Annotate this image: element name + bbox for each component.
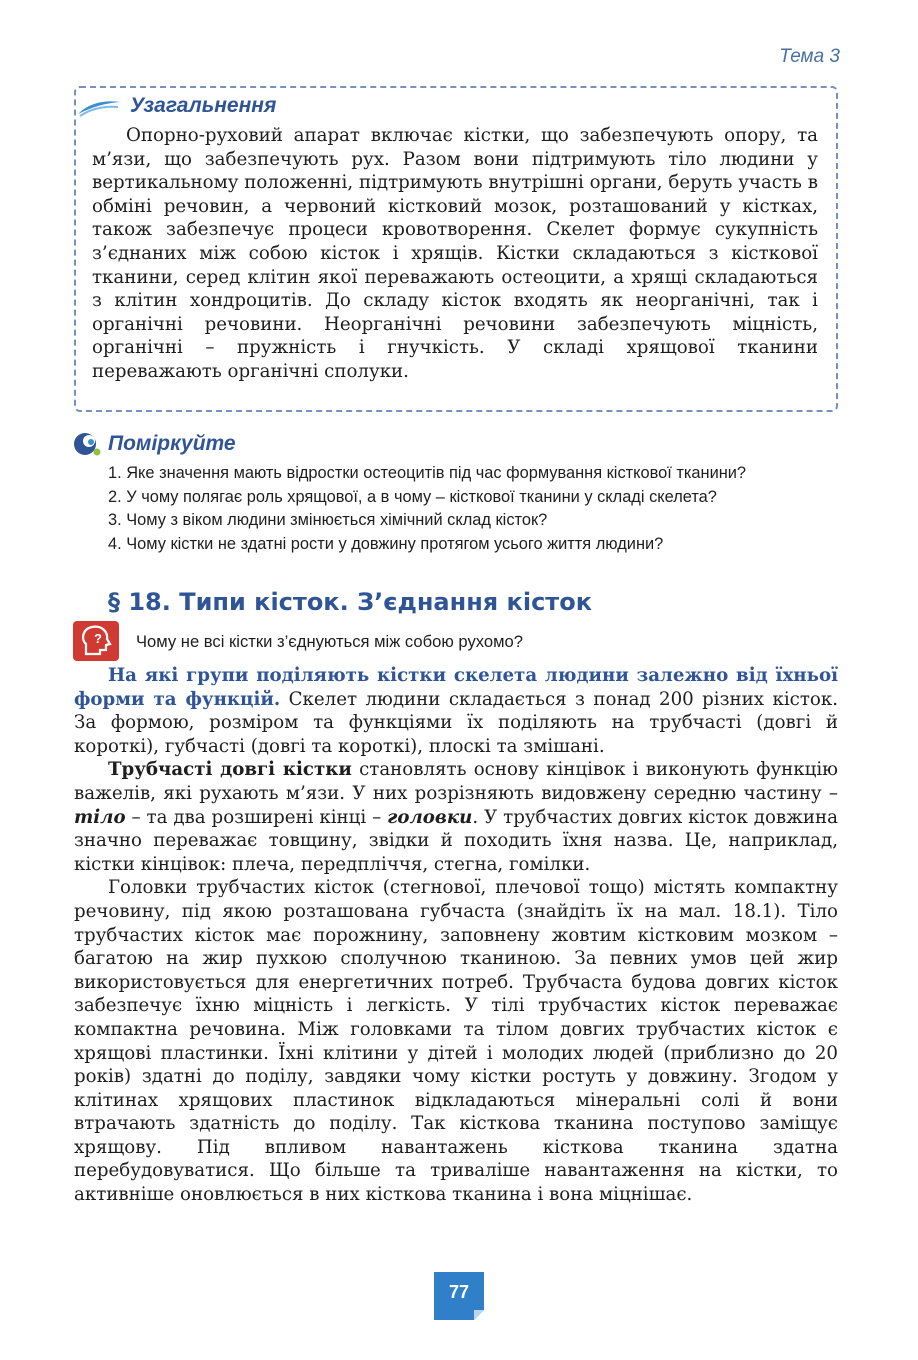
section-question: Чому не всі кістки з’єднуються між собою рухомо? (136, 632, 523, 651)
swoosh-icon (76, 96, 122, 118)
paragraph-lead: Трубчасті довгі кістки (108, 759, 352, 781)
body-text (74, 664, 838, 1207)
summary-text: Опорно-руховий апарат включає кістки, що забезпечують опору, та м’язи, що забезпечують рух. Разом вони підтримують тіло людини у вертикальному положенні, підтримують внутрішні органи, беруть участь в обміні речовин, а червоний кістковий мозок, розташований у кістках, також забезпечує процеси кровотворення. Скелет формує сукупність з’єднаних між собою кісток і хрящів. Кістки складаються з кісткової тканини, серед клітин якої переважають остеоцити, а хрящі складаються з клітин хондроцитів. До складу кісток входять як неорганічні, так і органічні речовини. Неорганічні речовини забезпечують міцність, органічні – пружність і гнучкість. У складі хрящової тканини переважають органічні сполуки. (92, 125, 818, 382)
paragraph-lead: На які групи поділяють кістки скелета людини залежно від їхньої форми та функцій. (74, 665, 838, 710)
paragraph (74, 664, 838, 758)
page-number-badge (434, 1272, 486, 1320)
question-head-icon (72, 620, 120, 662)
svg-text:?: ? (94, 631, 102, 646)
section-title: § 18. Типи кісток. З’єднання кісток (108, 588, 592, 616)
question-item: 3. Чому з віком людини змінюється хімічний склад кісток? (108, 511, 548, 530)
paragraph-text: становлять основу кінцівок і виконують функцію важелів, які рухають м’язи. У них розрізняють видовжену середню частину – (74, 759, 838, 804)
paragraph (74, 758, 838, 876)
paragraph-text: . У трубчастих довгих кісток довжина значно переважає товщину, звідки й походить їхня назва. Це, наприклад, кістки кінцівок: плеча, передпліччя, стегна, гомілки. (74, 806, 838, 875)
question-item: 2. У чому полягає роль хрящової, а в чому – кісткової тканини у складі скелета? (108, 487, 717, 506)
paragraph-text: – та два розширені кінці – (125, 806, 388, 828)
questions-list (108, 462, 848, 556)
page-number: 77 (448, 1282, 470, 1302)
think-icon (72, 430, 102, 458)
question-item: 1. Яке значення мають відростки остеоцитів під час формування кісткової тканини? (108, 464, 747, 482)
paragraph: Головки трубчастих кісток (стегнової, плечової тощо) містять компактну речовину, під якою розташована губчаста (знайдіть їх на мал. 18.1). Тіло трубчастих кісток має порожнину, заповнену жовтим кістковим мозком – багатою на жир пухкою сполучною тканиною. За певних умов цей жир використовується для енергетичних потреб. Трубчаста будова довгих кісток забезпечує їхню міцність і легкість. У тілі трубчастих кісток переважає компактна речовина. Між головками та тілом довгих трубчастих кісток є хрящові пластинки. Їхні клітини у дітей і молодих людей (приблизно до 20 років) здатні до поділу, завдяки чому кістки ростуть у довжину. Згодом у клітинах хрящових пластинок відкладаються мінеральні солі й вони втрачають здатність до поділу. Так кісткова тканина поступово заміщує хрящову. Під впливом навантажень кісткова тканина здатна перебудовуватися. Що більше та триваліше навантаження на кістки, то активніше оновлюється в них кісткова тканина і вона міцнішає. (74, 877, 838, 1206)
term: головки (387, 806, 473, 828)
think-title: Поміркуйте (108, 432, 236, 455)
summary-title: Узагальнення (126, 94, 280, 118)
topic-label: Тема 3 (779, 46, 840, 67)
term: тіло (74, 806, 126, 828)
question-item: 4. Чому кістки не здатні рости у довжину протягом усього життя людини? (108, 534, 664, 553)
paragraph-text: Скелет людини складається з понад 200 різних кісток. За формою, розміром та функціями їх поділяють на трубчасті (довгі й короткі), губчасті (довгі та короткі), плоскі та змішані. (74, 688, 838, 757)
